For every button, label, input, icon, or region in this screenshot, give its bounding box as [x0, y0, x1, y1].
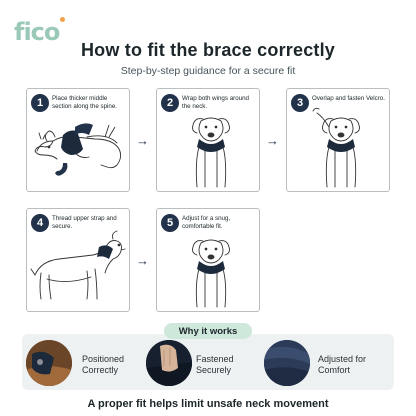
page-subtitle: Step-by-step guidance for a secure fit — [120, 65, 296, 77]
arrow-right-icon: → — [266, 133, 279, 148]
step-card-2 — [156, 88, 260, 192]
step-instruction: Thread upper strap and secure. — [52, 215, 117, 230]
benefit-label: Adjusted for Comfort — [318, 354, 367, 375]
page-title: How to fit the brace correctly — [80, 40, 336, 60]
why-it-works-panel — [22, 334, 394, 390]
arrow-right-icon: → — [136, 133, 149, 148]
step-card-3 — [286, 88, 390, 192]
brace-fabric-closeup-photo — [264, 340, 310, 386]
step-number-badge: 5 — [161, 214, 179, 232]
benefit-fastened — [146, 334, 270, 390]
dog-wearing-brace-photo — [26, 340, 72, 386]
step-number-badge: 3 — [291, 94, 309, 112]
step-instruction: Place thicker middle section along the spine. — [52, 95, 118, 110]
step-card-5 — [156, 208, 260, 312]
footer-caption: A proper fit helps limit unsafe neck movement — [87, 398, 329, 410]
benefit-adjusted — [270, 334, 394, 390]
logo-text: fico — [14, 18, 60, 46]
step-number-badge: 4 — [31, 214, 49, 232]
step-number-badge: 1 — [31, 94, 49, 112]
step-instruction: Adjust for a snug, comfortable fit. — [182, 215, 231, 230]
why-it-works-heading: Why it works — [164, 323, 252, 339]
step-number-badge: 2 — [161, 94, 179, 112]
step-instruction: Wrap both wings around the neck. — [182, 95, 249, 110]
hand-fastening-velcro-photo — [146, 340, 192, 386]
step-card-1 — [26, 88, 130, 192]
step-card-4 — [26, 208, 130, 312]
logo-dot-icon — [60, 17, 65, 22]
step-instruction: Overlap and fasten Velcro. — [312, 95, 385, 102]
brand-logo — [14, 10, 65, 44]
benefit-label: Positioned Correctly — [82, 354, 125, 375]
benefit-positioned — [22, 334, 146, 390]
benefit-label: Fastened Securely — [196, 354, 234, 375]
arrow-right-icon: → — [136, 253, 149, 268]
